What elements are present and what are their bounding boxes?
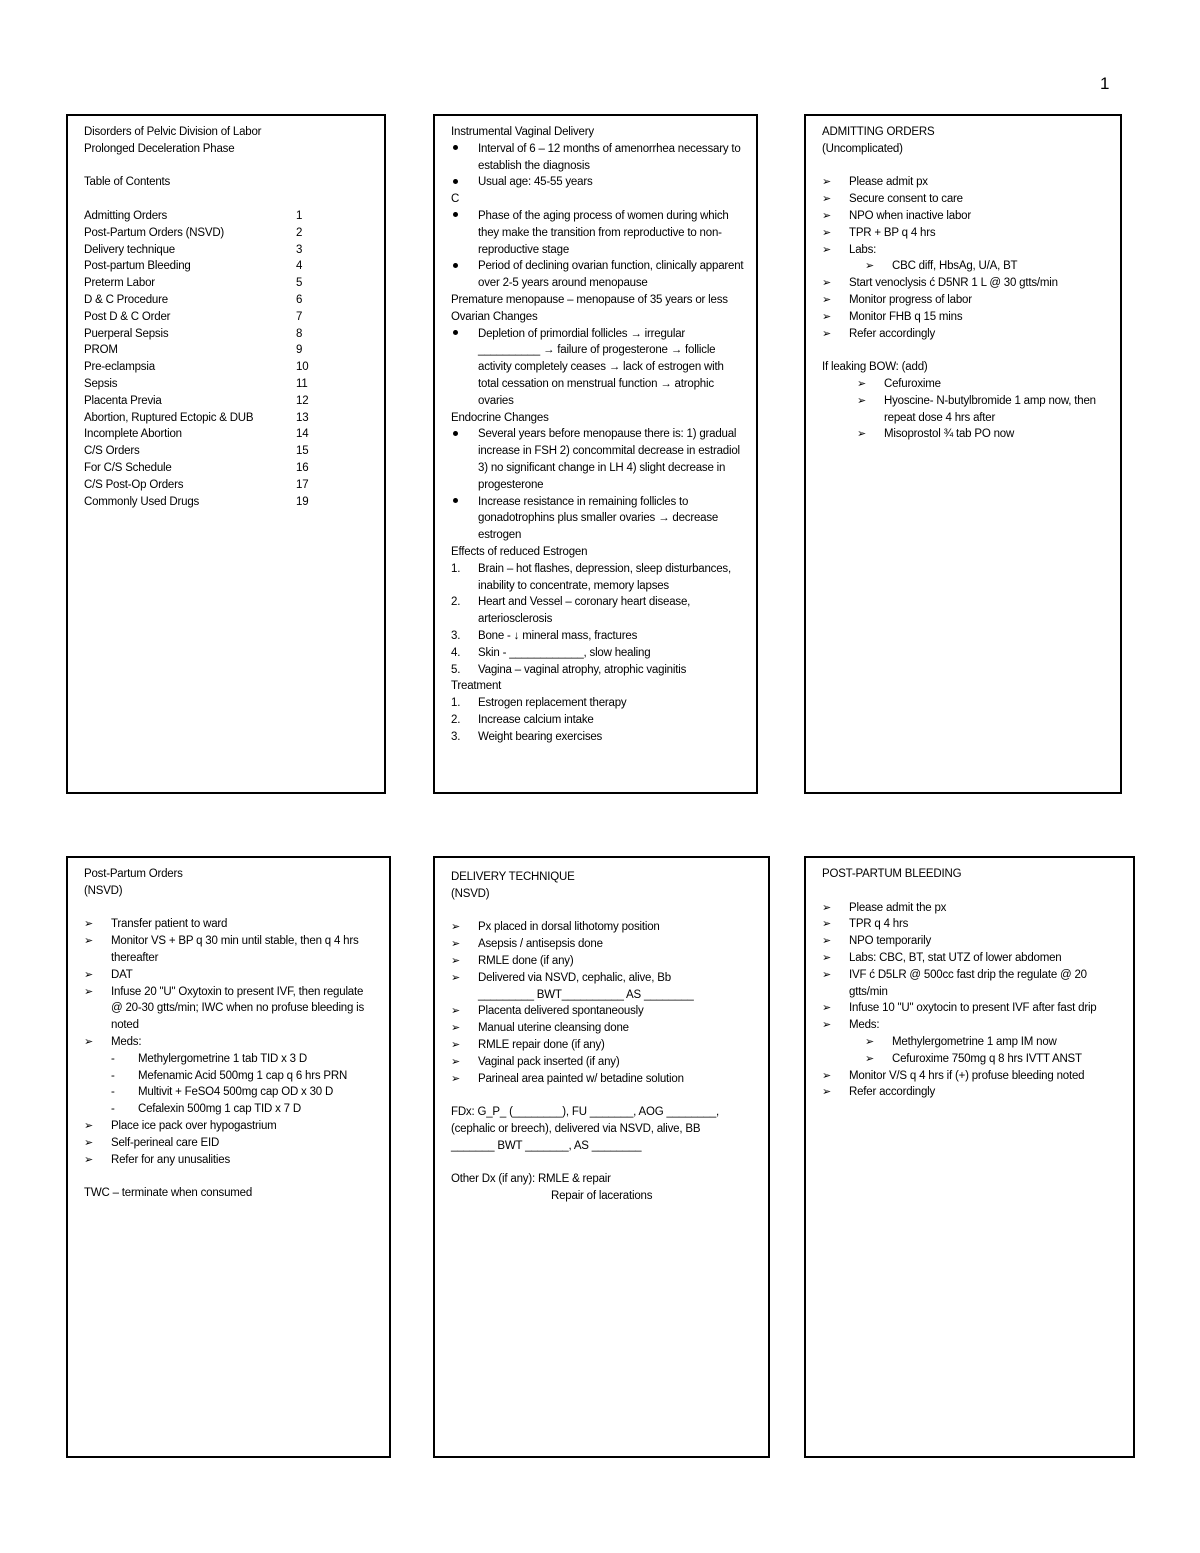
toc-entry-title: Delivery technique xyxy=(84,243,176,256)
card-post-partum-orders xyxy=(66,856,391,1458)
toc-entry-title: C/S Post-Op Orders xyxy=(84,478,184,491)
bullet-icon xyxy=(453,179,458,184)
toc-entry-page: 13 xyxy=(296,411,309,424)
section-heading: Endocrine Changes xyxy=(451,411,549,424)
arrow-bullet-icon: ➢ xyxy=(451,1038,461,1051)
toc-entry-title: PROM xyxy=(84,344,118,357)
arrow-bullet-icon: ➢ xyxy=(84,1136,94,1149)
arrow-bullet-icon: ➢ xyxy=(822,226,832,239)
list-item: ➢ IVF ć D5LR @ 500cc fast drip the regulate @ 20 gtts/min xyxy=(822,968,1087,998)
list-item: ➢ Transfer patient to ward xyxy=(84,916,373,933)
list-item: ➢ Monitor V/S q 4 hrs if (+) profuse bleeding noted xyxy=(822,1068,1117,1085)
arrow-bullet-icon: ➢ xyxy=(84,918,94,931)
list-item: ➢ Secure consent to care xyxy=(822,191,1104,208)
arrow-bullet-icon: ➢ xyxy=(857,377,867,390)
list-item: ➢ Meds: xyxy=(822,1017,1117,1034)
list-item: 5. Vagina – vaginal atrophy, atrophic vaginitis xyxy=(451,663,687,676)
card-subtitle: (NSVD) xyxy=(84,884,123,897)
toc-entry-page: 8 xyxy=(296,327,303,340)
section-heading: Treatment xyxy=(451,680,502,693)
list-item: Several years before menopause there is: 1) gradual increase in FSH 2) concommital decrease in estradiol 3) no significant change in LH 4) slight decrease in progesterone xyxy=(451,426,744,493)
premature-menopause-text: Premature menopause – menopause of 35 years or less xyxy=(451,293,728,306)
list-item: ➢ Please admit the px xyxy=(822,900,1117,917)
card-title: POST-PARTUM BLEEDING xyxy=(822,868,962,880)
toc-entry xyxy=(84,342,368,359)
arrow-bullet-icon: ➢ xyxy=(822,918,832,931)
dash-bullet-icon: - xyxy=(111,1086,115,1099)
list-item: ➢ Px placed in dorsal lithotomy position xyxy=(451,919,752,936)
arrow-bullet-icon: ➢ xyxy=(451,971,461,984)
footnote-text: TWC – terminate when consumed xyxy=(84,1187,253,1200)
list-item: ➢ Meds: xyxy=(84,1034,373,1051)
list-item: ➢ Refer accordingly xyxy=(822,1084,1117,1101)
arrow-bullet-icon: ➢ xyxy=(822,243,832,256)
toc-entry xyxy=(84,477,368,494)
toc-entry-title: Puerperal Sepsis xyxy=(84,327,169,340)
toc-entry-title: Incomplete Abortion xyxy=(84,428,182,441)
card-title: Disorders of Pelvic Division of Labor xyxy=(84,126,262,138)
card-table-of-contents xyxy=(66,114,386,794)
toc-entry-title: Post-Partum Orders (NSVD) xyxy=(84,226,225,239)
list-item: ➢ Labs: xyxy=(822,242,1104,259)
arrow-bullet-icon: ➢ xyxy=(822,1019,832,1032)
card-delivery-technique xyxy=(433,856,770,1458)
list-item: ➢ Misoprostol ¾ tab PO now xyxy=(822,426,1104,443)
arrow-bullet-icon: ➢ xyxy=(822,277,832,290)
list-item: ➢ Start venoclysis ć D5NR 1 L @ 30 gtts/min xyxy=(822,275,1104,292)
final-diagnosis-line: (cephalic or breech), delivered via NSVD, alive, BB xyxy=(451,1122,701,1135)
toc-entry-title: For C/S Schedule xyxy=(84,461,172,474)
arrow-bullet-icon: ➢ xyxy=(451,921,461,934)
toc-entry-title: Preterm Labor xyxy=(84,277,155,290)
toc-entry-page: 4 xyxy=(296,260,303,273)
bullet-icon xyxy=(453,263,458,268)
list-item: ➢ Monitor progress of labor xyxy=(822,292,1104,309)
list-item-continuation: _________ BWT__________ AS ________ xyxy=(478,988,694,1001)
arrow-bullet-icon: ➢ xyxy=(822,176,832,189)
arrow-bullet-icon: ➢ xyxy=(451,954,461,967)
arrow-bullet-icon: ➢ xyxy=(451,1022,461,1035)
toc-entry xyxy=(84,494,368,511)
arrow-bullet-icon: ➢ xyxy=(822,935,832,948)
final-diagnosis-line: _______ BWT _______, AS ________ xyxy=(451,1139,642,1152)
list-item: ➢ Cefuroxime 750mg q 8 hrs IVTT ANST xyxy=(822,1051,1117,1068)
toc-entry-title: Admitting Orders xyxy=(84,209,168,222)
list-item: ➢ Place ice pack over hypogastrium xyxy=(84,1118,373,1135)
bullet-icon xyxy=(453,145,458,150)
toc-entry xyxy=(84,225,368,242)
toc-entry-title: Sepsis xyxy=(84,377,118,390)
list-item: ➢ Delivered via NSVD, cephalic, alive, Bb xyxy=(451,970,752,987)
arrow-bullet-icon: ➢ xyxy=(84,935,94,948)
list-item: Depletion of primordial follicles → irregular __________ → failure of progesterone → follicle activity completely ceases → lack of estrogen with total cessation on menstrual function → atrophic ovaries xyxy=(451,326,744,410)
arrow-bullet-icon: ➢ xyxy=(857,428,867,441)
toc-entry xyxy=(84,460,368,477)
toc-entry xyxy=(84,326,368,343)
list-item: - Methylergometrine 1 tab TID x 3 D xyxy=(84,1051,373,1068)
arrow-bullet-icon: ➢ xyxy=(451,1072,461,1085)
arrow-bullet-icon: ➢ xyxy=(822,193,832,206)
list-item: - Mefenamic Acid 500mg 1 cap q 6 hrs PRN xyxy=(84,1068,373,1085)
arrow-bullet-icon: ➢ xyxy=(822,1069,832,1082)
toc-entry-page: 19 xyxy=(296,495,309,508)
list-item: ➢ Labs: CBC, BT, stat UTZ of lower abdomen xyxy=(822,950,1117,967)
toc-entry-title: Post-partum Bleeding xyxy=(84,260,191,273)
toc-entry-page: 2 xyxy=(296,226,303,239)
arrow-bullet-icon: ➢ xyxy=(822,901,832,914)
toc-entry-title: D & C Procedure xyxy=(84,293,168,306)
toc-entry xyxy=(84,258,368,275)
list-item: Usual age: 45-55 years xyxy=(451,174,744,191)
card-title: DELIVERY TECHNIQUE xyxy=(451,871,575,883)
bullet-icon xyxy=(453,498,458,503)
list-item: ➢ NPO temporarily xyxy=(822,933,1117,950)
dash-bullet-icon: - xyxy=(111,1069,115,1082)
toc-entry xyxy=(84,208,368,225)
list-item: 2. Heart and Vessel – coronary heart disease, arteriosclerosis xyxy=(451,596,691,626)
arrow-bullet-icon: ➢ xyxy=(84,1035,94,1048)
card-menopause xyxy=(433,114,758,794)
section-heading: Ovarian Changes xyxy=(451,310,538,323)
card-subtitle: (NSVD) xyxy=(451,887,490,900)
toc-entry-page: 17 xyxy=(296,478,309,491)
list-item: ➢ Refer for any unusalities xyxy=(84,1152,373,1169)
arrow-bullet-icon: ➢ xyxy=(84,1153,94,1166)
list-item: ➢ Placenta delivered spontaneously xyxy=(451,1003,752,1020)
list-item: - Multivit + FeSO4 500mg cap OD x 30 D xyxy=(84,1084,373,1101)
list-item: Phase of the aging process of women during which they make the transition from reproductive to non-reproductive stage xyxy=(451,208,744,258)
list-item: 1. Estrogen replacement therapy xyxy=(451,697,627,710)
bullet-icon xyxy=(453,212,458,217)
toc-entry-page: 15 xyxy=(296,445,309,458)
other-diagnosis-line: Other Dx (if any): RMLE & repair xyxy=(451,1173,611,1186)
list-item: ➢ RMLE done (if any) xyxy=(451,953,752,970)
bullet-icon xyxy=(453,431,458,436)
toc-entry-page: 12 xyxy=(296,394,309,407)
toc-entry-page: 5 xyxy=(296,277,303,290)
card-subtitle: (Uncomplicated) xyxy=(822,142,903,155)
list-item: ➢ TPR + BP q 4 hrs xyxy=(822,225,1104,242)
toc-entry-title: Placenta Previa xyxy=(84,394,162,407)
list-item: ➢ Monitor FHB q 15 mins xyxy=(822,309,1104,326)
toc-entry xyxy=(84,309,368,326)
arrow-bullet-icon: ➢ xyxy=(822,327,832,340)
card-title: Post-Partum Orders xyxy=(84,868,183,880)
dash-bullet-icon: - xyxy=(111,1103,115,1116)
card-admitting-orders xyxy=(804,114,1122,794)
arrow-bullet-icon: ➢ xyxy=(822,310,832,323)
bullet-icon xyxy=(453,330,458,335)
toc-entry-page: 11 xyxy=(296,377,308,390)
toc-entry xyxy=(84,376,368,393)
list-item: Increase resistance in remaining follicles to gonadotrophins plus smaller ovaries → decrease estrogen xyxy=(451,494,744,544)
toc-entry-title: Commonly Used Drugs xyxy=(84,495,200,508)
list-item: ➢ TPR q 4 hrs xyxy=(822,916,1117,933)
arrow-bullet-icon: ➢ xyxy=(822,968,832,981)
toc-entry-page: 6 xyxy=(296,293,303,306)
arrow-bullet-icon: ➢ xyxy=(84,1119,94,1132)
list-item: 2. Increase calcium intake xyxy=(451,713,594,726)
toc-entry-title: Pre-eclampsia xyxy=(84,361,155,374)
toc-entry-page: 14 xyxy=(296,428,309,441)
arrow-bullet-icon: ➢ xyxy=(84,968,94,981)
arrow-bullet-icon: ➢ xyxy=(822,1002,832,1015)
dash-bullet-icon: - xyxy=(111,1052,115,1065)
arrow-bullet-icon: ➢ xyxy=(822,293,832,306)
arrow-bullet-icon: ➢ xyxy=(451,938,461,951)
list-item: ➢ DAT xyxy=(84,967,373,984)
list-item: ➢ Please admit px xyxy=(822,174,1104,191)
toc-entry xyxy=(84,393,368,410)
section-letter: C xyxy=(451,193,460,206)
list-item: ➢ Parineal area painted w/ betadine solution xyxy=(451,1071,752,1088)
other-diagnosis-line: Repair of lacerations xyxy=(551,1190,653,1203)
page-number: 1 xyxy=(1100,74,1110,93)
toc-entry-page: 16 xyxy=(296,461,309,474)
toc-entry-page: 10 xyxy=(296,361,309,374)
arrow-bullet-icon: ➢ xyxy=(451,1055,461,1068)
toc-entry-page: 9 xyxy=(296,344,303,357)
toc-entry xyxy=(84,275,368,292)
toc-entry-page: 1 xyxy=(296,209,303,222)
toc-entry xyxy=(84,443,368,460)
toc-entry-page: 3 xyxy=(296,243,303,256)
list-item: ➢ Cefuroxime xyxy=(822,376,1104,393)
toc-entry-title: C/S Orders xyxy=(84,445,140,458)
toc-entry xyxy=(84,410,368,427)
list-item: ➢ Asepsis / antisepsis done xyxy=(451,936,752,953)
arrow-bullet-icon: ➢ xyxy=(822,209,832,222)
list-item: ➢ Infuse 10 "U" oxytocin to present IVF after fast drip xyxy=(822,1000,1117,1017)
list-item: ➢ Vaginal pack inserted (if any) xyxy=(451,1054,752,1071)
list-item: ➢ Monitor VS + BP q 30 min until stable, then q 4 hrs thereafter xyxy=(84,935,359,964)
toc-entry-page: 7 xyxy=(296,310,303,323)
toc-entry xyxy=(84,292,368,309)
list-item: Period of declining ovarian function, clinically apparent over 2-5 years around menopause xyxy=(451,258,744,292)
list-item: ➢ RMLE repair done (if any) xyxy=(451,1037,752,1054)
toc-entry-title: Post D & C Order xyxy=(84,310,171,323)
card-subtitle: Prolonged Deceleration Phase xyxy=(84,142,235,155)
toc-entry xyxy=(84,359,368,376)
list-item: ➢ NPO when inactive labor xyxy=(822,208,1104,225)
arrow-bullet-icon: ➢ xyxy=(865,260,875,273)
arrow-bullet-icon: ➢ xyxy=(865,1035,875,1048)
list-item: 3. Bone - ↓ mineral mass, fractures xyxy=(451,629,638,642)
list-item: ➢ Self-perineal care EID xyxy=(84,1135,373,1152)
list-item: 1. Brain – hot flashes, depression, sleep disturbances, inability to concentrate, memory lapses xyxy=(451,562,731,592)
card-title: Instrumental Vaginal Delivery xyxy=(451,126,594,138)
arrow-bullet-icon: ➢ xyxy=(822,1086,832,1099)
list-item: ➢ Hyoscine- N-butylbromide 1 amp now, then repeat dose 4 hrs after xyxy=(857,394,1096,424)
arrow-bullet-icon: ➢ xyxy=(865,1052,875,1065)
list-item: 4. Skin - ____________, slow healing xyxy=(451,646,651,659)
list-item: ➢ Infuse 20 "U" Oxytoxin to present IVF, then regulate @ 20-30 gtts/min; IWC when no profuse bleeding is noted xyxy=(84,985,365,1032)
list-item: ➢ Methylergometrine 1 amp IM now xyxy=(822,1034,1117,1051)
final-diagnosis-line: FDx: G_P_ (________), FU _______, AOG ________, xyxy=(451,1106,720,1119)
list-item: 3. Weight bearing exercises xyxy=(451,730,603,743)
list-item: Interval of 6 – 12 months of amenorrhea necessary to establish the diagnosis xyxy=(451,141,744,175)
arrow-bullet-icon: ➢ xyxy=(84,985,94,998)
card-title: ADMITTING ORDERS xyxy=(822,126,935,138)
arrow-bullet-icon: ➢ xyxy=(451,1005,461,1018)
list-item: ➢ CBC diff, HbsAg, U/A, BT xyxy=(822,258,1104,275)
arrow-bullet-icon: ➢ xyxy=(822,951,832,964)
toc-entry-title: Abortion, Ruptured Ectopic & DUB xyxy=(84,411,254,424)
section-heading: If leaking BOW: (add) xyxy=(822,361,928,374)
section-heading: Effects of reduced Estrogen xyxy=(451,545,588,558)
list-item: ➢ Refer accordingly xyxy=(822,326,1104,343)
card-post-partum-bleeding xyxy=(804,856,1135,1458)
toc-entry xyxy=(84,426,368,443)
list-item: - Cefalexin 500mg 1 cap TID x 7 D xyxy=(84,1101,373,1118)
toc-title: Table of Contents xyxy=(84,176,171,189)
toc-list xyxy=(84,208,368,510)
list-item: ➢ Manual uterine cleansing done xyxy=(451,1020,752,1037)
arrow-bullet-icon: ➢ xyxy=(857,394,867,407)
toc-entry xyxy=(84,242,368,259)
